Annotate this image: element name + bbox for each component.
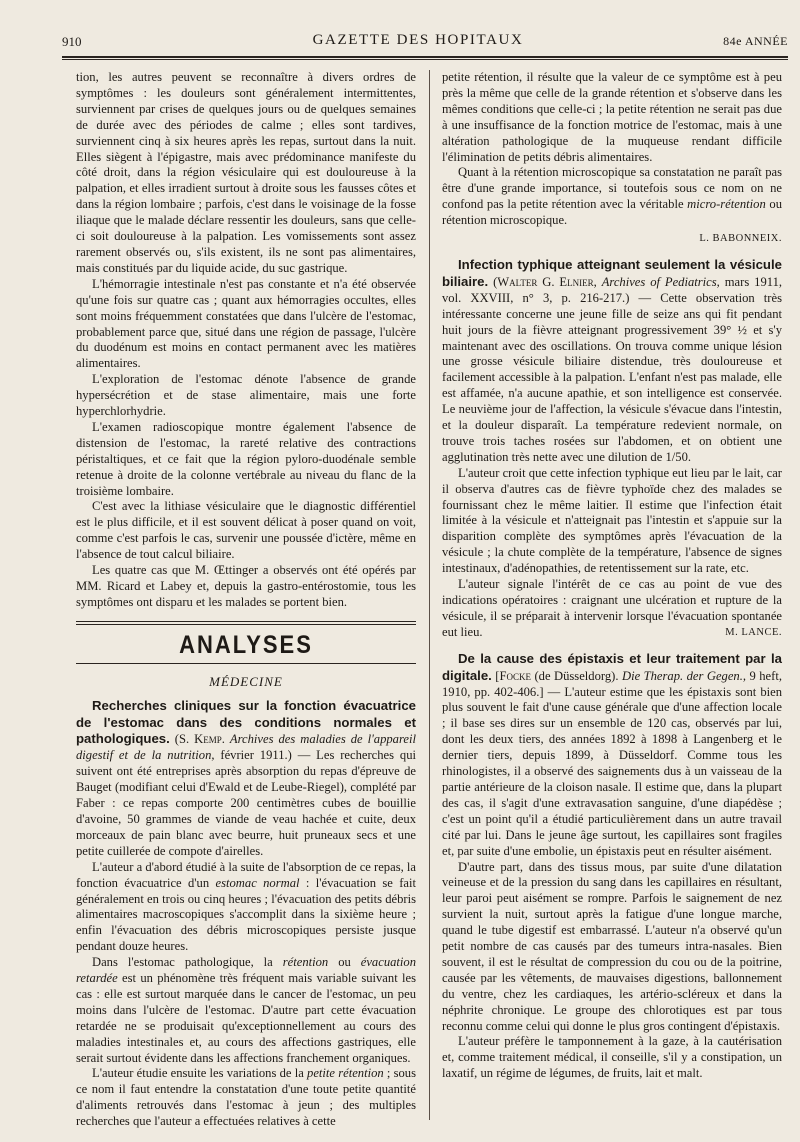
signature: M. LANCE. (725, 626, 782, 638)
analyses-heading: ANALYSES (179, 629, 313, 659)
article-place: (de Düsseldorg). (534, 668, 619, 683)
journal-title: GAZETTE DES HOPITAUX (312, 32, 524, 48)
article-author: Walter G. Elnier, (497, 274, 597, 289)
page-number: 910 (62, 34, 82, 49)
section-rule (76, 621, 416, 622)
article-title: De la cause des épistaxis et leur traitement par la digitale. (442, 650, 782, 683)
analyses-rule (76, 663, 416, 664)
text-run: Quant à la rétention microscopique sa constatation ne paraît pas être d'une grande importance, si toutefois sous ce nom on ne confond pas la petite rétention avec la véritable (442, 165, 782, 212)
body-paragraph (76, 1066, 416, 1130)
article-text: Les recherches qui suivent ont été entreprises après absorption du repas d'épreuve de Bauget (modifiant celui d'Ewald et de Leube-Riegel), complété par Faber : ce repas comporte 200 centimètres cubes de bouillie d'avoine, 50 grammes de viande de veau hachée et cuite, deux morceaux de pain blanc avec beurre, huit pruneaux secs et une petite cuillerée de compote d'airelles. (76, 748, 416, 858)
header-rule (62, 56, 788, 58)
text-run: Dans l'estomac pathologique, la (92, 955, 273, 970)
body-paragraph: L'exploration de l'estomac dénote l'absence de grande hypersécrétion et de stase alimentaire, mais une forte hyperchlorhydrie. (76, 372, 416, 419)
article-kemp (76, 698, 416, 1130)
body-paragraph: D'autre part, dans des tissus mous, par suite d'une dilatation veineuse et de la pression du sang dans les capillaires en résultant, leur paroi peut aisément se rompre. Parfois le saignement de nez survient la nuit, surtout après la fatigue d'une longue marche, quand le tube digestif est embarrassé. L'auteur n'a observé qu'un petit nombre de cas causés par des tumeurs intra-nasales. Bien souvent, il est le résultat de compression du cou ou de la poitrine, causée par les vêtements, de mauvaises digestions, ballonnement du ventre, chez les cardiaques, les artério-scléreux et dans la néphrite chronique. Le groupe des chlorotiques est par tous reconnu comme celui qui donne le plus gros contingent d'épistaxis. (442, 859, 782, 1033)
body-paragraph (442, 165, 782, 229)
emphasis: rétention (282, 955, 329, 970)
text-run: : l'évacuation se fait généralement en trois ou cinq heures ; l'évacuation des petits débris alimentaires macroscopiques s'accomplit dans la sixième heure ; enfin l'évacuation des débris microscopiques persiste jusque pendant douze heures. (76, 875, 417, 954)
body-paragraph: tion, les autres peuvent se reconnaître à divers ordres de symptômes : les douleurs sont généralement intermittentes, surviennent par crises de quelques jours ou de quelques semaines de durée avec des périodes de calme ; elles sont tardives, surviennent cinq à six heures après les repas, surtout dans la nuit. Elles siègent à l'épigastre, mais avec prédominance manifeste du côté droit, dans la région vésiculaire qui est douloureuse à la palpation, et elles irradient surtout à droite sous les fausses côtes et dans la région lombaire ; parfois, c'est dans le voisinage de la fosse iliaque que le malade déclare ressentir les douleurs, sans que celle-ci soit douloureuse à la palpation. Les vomissements sont assez rarement observés ou, s'ils existent, ils ne sont pas alimentaires, mais constitués par du liquide acide, du suc gastrique. (76, 70, 416, 275)
signature: L. BABONNEIX. (699, 233, 782, 245)
article-ref: février 1911.) — (220, 748, 311, 763)
article-journal: Archives des maladies de l'appareil digestif et de la nutrition, (76, 732, 416, 763)
text-run: ou (338, 955, 351, 970)
year-label: 84e ANNÉE (723, 34, 788, 48)
column-divider (429, 70, 430, 1120)
text-run: ou rétention microscopique. (442, 197, 782, 228)
article-elnier: Infection typhique atteignant seulement la vésicule biliaire. (Walter G. Elnier, Archives of Pediatrics, mars 1911, vol. XXVIII, n° 3, p. 216-217.) — Cette observation très intéressante concerne une jeune fille de seize ans qui fit pendant huit jours de la fièvre atteignant progressivement 39° ½ et s'y maintenant avec des oscillations. On trouva comme unique lésion une grosse vésicule biliaire distendue, très douloureuse et facilement accessible à la palpation. L'enfant n'est pas malade, elle est affamée, n'a aucune apathie, et son intelligence est conservée. Le neuvième jour de l'affection, la vésicule s'évacue dans l'intestin, et la douleur disparaît. La température redevient normale, on trouve trois taches rosées sur l'abdomen, et on obtient une agglutination très nette avec une dilution de 1/50. L'auteur croit que cette infection typhique eut lieu par le lait, car il observa d'autres cas de fièvre typhoïde chez des malades se fournissant chez le même laitier. Il estime que l'infection était limitée à la vésicule et n'atteignait pas l'intestin et s'appuie sur la disparition complète des symptômes après l'évacuation de la vésicule ; la chute complète de la température, l'absence de signes intestinaux, d'adénopathies, de retentissement sur la rate, etc. L'auteur signale l'intérêt de ce cas au point de vue des indications opératoires : craignant une ulcération et rupture de la vésicule, il se préparait à intervenir lorsque l'évacuation spontanée eut lieu. M. LANCE. (442, 256, 783, 639)
article-focke: De la cause des épistaxis et leur traitement par la digitale. [Focke (de Düsseldorg). Die Therap. der Gegen., 9 heft, 1910, pp. 402-406.] — L'auteur estime que les épistaxis sont bien plus souvent le fait d'une cause générale que d'une affection locale ; il base ses dires sur un ensemble de 120 cas, observés par lui, dont les deux tiers, des années 1892 à 1898 à Langenberg et le dernier tiers, depuis 1899, à Düsseldorf. Comme tous les rhinologistes, il a observé des saignements dus à un vaisseau de la partie antérieure de la cloison nasale. Il estime que, dans la plupart des cas, il s'agit d'une extravasation sanguine, d'une diapédèse ; c'est un point qu'il a étudié particulièrement dans un autre travail cité par lui. Dans le jeune âge surtout, les capillaires sont fragiles et, par suite d'une embolie, un épistaxis peut en résulter aisément. D'autre part, dans des tissus mous, par suite d'une dilatation veineuse et de la pression du sang dans les capillaires en résultant, leur paroi peut aisément se rompre. Parfois le saignement de nez survient la nuit, surtout après la fatigue d'une longue marche, quand le tube digestif est embarrassé. L'auteur n'a observé qu'un petit nombre de cas causés par des tumeurs intra-nasales. Bien souvent, il est le résultat de compression du cou ou de la poitrine, causée par les vêtements, de mauvaises digestions, ballonnement du ventre, chez les cardiaques, les artério-scléreux et dans la néphrite chronique. Le groupe des chlorotiques est par tous reconnu comme celui qui donne le plus gros contingent d'épistaxis. L'auteur préfère le tamponnement à la gaze, à la cautérisation et, comme traitement médical, il conseille, s'il y a constipation, un laxatif, un régime de légumes, de fruits, lait et malt. (442, 650, 782, 1081)
left-column (76, 70, 416, 1130)
article-author: S. Kemp. (178, 732, 225, 747)
body-paragraph: Les quatre cas que M. Œttinger a observés ont été opérés par MM. Ricard et Labey et, depuis la gastro-entérostomie, tous les symptômes ont disparu et les malades se portent bien. (76, 563, 416, 609)
body-paragraph: C'est avec la lithiase vésiculaire que le diagnostic différentiel est le plus difficile, et il est souvent délicat à poser quand on voit, comme c'est parfois le cas, survenir une poussée d'ictère, même en l'absence de tout calcul biliaire. (76, 499, 416, 562)
text-run: est un phénomène très fréquent mais variable suivant les cas : elle est surtout marquée dans le cancer de l'estomac, un peu moins dans l'ulcère de l'estomac. D'autre part cette évacuation retardée ne se produisait qu'exceptionnellement au cours des maladies intestinales et, au cours des affections gastriques, elle serait surtout évidente dans les affections franchement organiques. (76, 971, 416, 1065)
body-paragraph: petite rétention, il résulte que la valeur de ce symptôme est à peu près la même que celle de la grande rétention et s'observe dans les mêmes conditions que celle-ci ; la petite rétention ne serait pas due à une insuffisance de la fonction motrice de l'estomac, mais à une altération pathologique de la muqueuse rendant difficile l'élimination de petits débris alimentaires. (442, 70, 782, 164)
text-run: ; sous ce nom il faut entendre la constatation d'une toute petite quantité d'aliments retrouvés dans l'estomac à jeun ; des multiples recherches que l'auteur a effectuées relatives à cette (76, 1066, 416, 1129)
body-paragraph (76, 860, 416, 955)
article-text: L'auteur estime que les épistaxis sont bien plus souvent le fait d'une cause générale que d'une affection locale ; il base ses dires sur un ensemble de 120 cas, observés par lui, dont les deux tiers, des années 1892 à 1898 à Langenberg et le dernier tiers, depuis 1899, à Düsseldorf. Comme tous les rhinologistes, il a observé des saignements dus à un vaisseau de la partie antérieure de la cloison nasale. Il estime que, dans la plupart des cas, il s'agit d'une extravasation sanguine, d'une diapédèse ; c'est un point qu'il a étudié particulièrement dans un autre travail cité par lui. Dans le jeune âge surtout, les capillaires sont fragiles et, par suite d'une embolie, un épistaxis peut en résulter aisément. (442, 684, 782, 858)
article-title: Infection typhique atteignant seulement la vésicule biliaire. (442, 256, 782, 289)
article-text: Cette observation très intéressante concerne une jeune fille de seize ans qui fit pendant huit jours de la fièvre atteignant progressivement 39° ½ et s'y maintenant avec des oscillations. On trouva comme unique lésion une grosse vésicule biliaire distendue, très douloureuse et facilement accessible à la palpation. L'enfant n'est pas malade, elle est affamée, n'a aucune apathie, et son intelligence est conservée. Le neuvième jour de l'affection, la vésicule s'évacue dans l'intestin, et la douleur disparaît. La température redevient normale, on trouve trois taches rosées sur l'abdomen, et on obtient une agglutination très nette avec une dilution de 1/50. (442, 290, 782, 464)
body-paragraph: L'auteur préfère le tamponnement à la gaze, à la cautérisation et, comme traitement médical, il conseille, s'il y a constipation, un laxatif, un régime de légumes, de fruits, lait et malt. (442, 1034, 782, 1081)
body-paragraph (442, 577, 782, 641)
emphasis: micro-rétention (687, 197, 766, 212)
article-title: Recherches cliniques sur la fonction évacuatrice de l'estomac dans des conditions normales et pathologiques. (76, 697, 416, 747)
emphasis: petite rétention (307, 1066, 384, 1081)
section-heading: MÉDECINE (209, 673, 283, 689)
right-column (442, 70, 782, 1082)
article-ref: 9 heft, 1910, pp. 402-406.] — (442, 668, 782, 699)
body-paragraph: L'auteur croit que cette infection typhique eut lieu par le lait, car il observa d'autres cas de fièvre typhoïde chez des malades se fournissant chez le même laitier. Il estime que l'infection était limitée à la vésicule et n'atteignait pas l'intestin et s'appuie sur la disparition complète des symptômes après l'évacuation de la vésicule ; la chute complète de la température, l'absence de signes intestinaux, d'adénopathies, de retentissement sur la rate, etc. (442, 465, 782, 576)
header-rule-thin (62, 59, 788, 60)
text-run: L'auteur a d'abord étudié à la suite de l'absorption de ce repas, la fonction évacuatrice d'un (76, 859, 416, 890)
body-paragraph: L'hémorragie intestinale n'est pas constante et n'a été observée qu'une fois sur quatre cas ; quant aux hémorragies occultes, elles sont moins fréquemment constatées que dans l'ulcère de l'estomac, probablement parce que, situé dans une région de passage, l'ulcère du duodénum est moins en contact permanent avec les matières alimentaires. (76, 276, 416, 371)
section-rule-thin (76, 624, 416, 625)
emphasis: évacuation retardée (76, 955, 417, 986)
ref-open: ( (174, 732, 179, 747)
body-paragraph: L'examen radioscopique montre également l'absence de distension de l'estomac, la rareté relative des contractions péristaltiques, et ce fait que la région pyloro-duodénale semble retenue à droite de la colonne vertébrale au niveau du flanc de la troisième lombaire. (76, 419, 416, 498)
text-run: L'auteur étudie ensuite les variations de la (92, 1066, 304, 1081)
article-author: Focke (499, 668, 531, 683)
body-paragraph (76, 955, 416, 1066)
article-journal: Archives of Pediatrics, (601, 274, 720, 289)
page-header (48, 30, 788, 54)
text-run: L'auteur signale l'intérêt de ce cas au point de vue des indications opératoires : craignant une ulcération et rupture de la vésicule, il se préparait à intervenir lorsque l'évacuation spontanée eut lieu. (442, 577, 782, 639)
article-journal: Die Therap. der Gegen., (621, 668, 747, 683)
emphasis: estomac normal (215, 875, 300, 890)
article-ref: mars 1911, vol. XXVIII, n° 3, p. 216-217.) — (442, 274, 783, 305)
